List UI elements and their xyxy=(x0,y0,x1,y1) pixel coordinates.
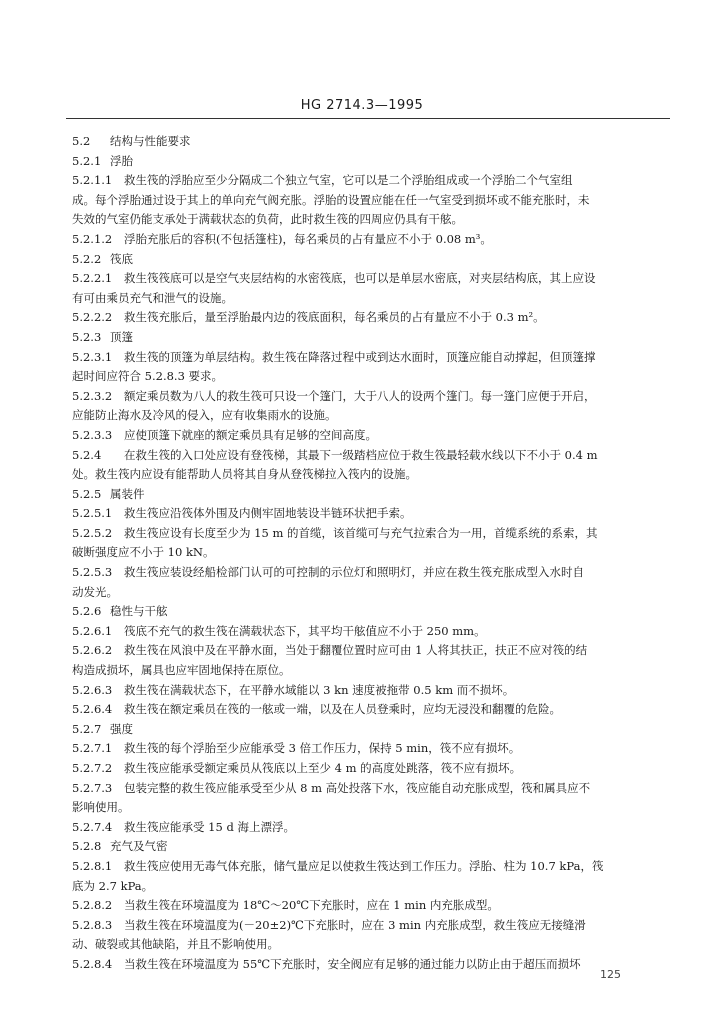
clause-number: 5.2.3.1 xyxy=(72,349,113,364)
document-body xyxy=(72,132,668,975)
clause-paragraph xyxy=(72,818,668,838)
clause-text: 救生筏在额定乘员在筏的一舷或一端，以及在人员登乘时，应均无浸没和翻覆的危险。 xyxy=(124,702,561,717)
clause-number: 5.2.1.1 xyxy=(72,173,113,188)
clause-paragraph xyxy=(72,857,668,877)
clause-text: 浮胎 xyxy=(110,153,133,168)
clause-paragraph xyxy=(72,896,668,916)
clause-number: 5.2.2.1 xyxy=(72,271,113,286)
paragraph-continuation xyxy=(72,406,668,426)
standard-header: HG 2714.3—1995 xyxy=(300,98,424,113)
clause-paragraph xyxy=(72,426,668,446)
clause-text: 属装件 xyxy=(110,486,145,501)
paragraph-continuation xyxy=(72,465,668,485)
paragraph-continuation xyxy=(72,191,668,211)
clause-number: 5.2.3.2 xyxy=(72,388,113,403)
clause-number: 5.2.4 xyxy=(72,447,102,462)
clause-text: 救生筏筏底可以是空气夹层结构的水密筏底，也可以是单层水密底，对夹层结构底，其上应设 xyxy=(124,271,596,286)
clause-text: 稳性与干舷 xyxy=(110,604,168,619)
section-heading xyxy=(72,132,668,152)
clause-paragraph xyxy=(72,446,668,466)
paragraph-continuation xyxy=(72,935,668,955)
clause-text: 筏底 xyxy=(110,251,133,266)
paragraph-continuation xyxy=(72,661,668,681)
clause-paragraph xyxy=(72,622,668,642)
clause-text: 额定乘员数为八人的救生筏可只设一个篷门，大于八人的设两个篷门。每一篷门应便于开启， xyxy=(124,388,596,403)
clause-text: 失效的气室仍能支承处于满载状态的负荷，此时救生筏的四周应仍具有干舷。 xyxy=(72,212,463,227)
clause-paragraph xyxy=(72,308,668,328)
clause-text: 包装完整的救生筏应能承受至少从 8 m 高处投落下水，筏应能自动充胀成型，筏和属具应不 xyxy=(124,780,591,795)
clause-paragraph xyxy=(72,739,668,759)
clause-number: 5.2.6.2 xyxy=(72,643,113,658)
clause-number: 5.2.2.2 xyxy=(72,310,113,325)
clause-text: 处。救生筏内应设有能帮助人员将其自身从登筏梯拉入筏内的设施。 xyxy=(72,467,417,482)
clause-number: 5.2.1 xyxy=(72,153,102,168)
clause-text: 救生筏在满载状态下，在平静水域能以 3 kn 速度被拖带 0.5 km 而不损坏。 xyxy=(124,682,515,697)
paragraph-continuation xyxy=(72,798,668,818)
clause-text: 动发光。 xyxy=(72,584,118,599)
clause-text: 起时间应符合 5.2.8.3 要求。 xyxy=(72,369,224,384)
clause-number: 5.2.5.2 xyxy=(72,525,113,540)
clause-paragraph xyxy=(72,524,668,544)
clause-text: 应能防止海水及冷风的侵入，应有收集雨水的设施。 xyxy=(72,408,337,423)
section-heading xyxy=(72,837,668,857)
clause-number: 5.2.3.3 xyxy=(72,427,113,442)
clause-text: 结构与性能要求 xyxy=(110,134,191,148)
clause-number: 5.2.6 xyxy=(72,604,102,619)
clause-number: 5.2.2 xyxy=(72,251,102,266)
clause-text: 在救生筏的入口处应设有登筏梯，其最下一级踏档应位于救生筏最轻载水线以下不小于 0.4 m xyxy=(124,447,598,462)
clause-text: 救生筏应沿筏体外围及内侧牢固地装设半链环状把手索。 xyxy=(124,506,412,521)
clause-text: 应使顶篷下就座的额定乘员具有足够的空间高度。 xyxy=(124,427,377,442)
clause-number: 5.2.5.3 xyxy=(72,565,113,580)
clause-number: 5.2.5.1 xyxy=(72,506,113,521)
clause-paragraph xyxy=(72,700,668,720)
clause-text: 当救生筏在环境温度为 18℃～20℃下充胀时，应在 1 min 内充胀成型。 xyxy=(124,898,499,913)
clause-number: 5.2 xyxy=(72,134,91,148)
paragraph-continuation xyxy=(72,367,668,387)
section-heading xyxy=(72,328,668,348)
clause-text: 构造成损坏，属具也应牢固地保持在原位。 xyxy=(72,663,291,678)
clause-paragraph xyxy=(72,269,668,289)
clause-text: 救生筏应设有长度至少为 15 m 的首缆，该首缆可与充气拉索合为一用，首缆系统的系索，其 xyxy=(124,525,598,540)
clause-number: 5.2.1.2 xyxy=(72,231,113,246)
clause-paragraph xyxy=(72,171,668,191)
clause-text: 筏底不充气的救生筏在满载状态下，其平均干舷值应不小于 250 mm。 xyxy=(124,623,486,638)
clause-paragraph xyxy=(72,230,668,250)
clause-number: 5.2.8 xyxy=(72,839,102,854)
header-rule xyxy=(66,118,670,119)
clause-paragraph xyxy=(72,641,668,661)
clause-text: 当救生筏在环境温度为 55℃下充胀时，安全阀应有足够的通过能力以防止由于超压而损坏 xyxy=(124,956,581,971)
clause-text: 救生筏应能承受 15 d 海上漂浮。 xyxy=(124,819,295,834)
clause-number: 5.2.7.4 xyxy=(72,819,113,834)
clause-number: 5.2.6.3 xyxy=(72,682,113,697)
clause-number: 5.2.8.4 xyxy=(72,956,113,971)
clause-paragraph xyxy=(72,563,668,583)
paragraph-continuation xyxy=(72,543,668,563)
clause-text: 强度 xyxy=(110,721,133,736)
paragraph-continuation xyxy=(72,877,668,897)
section-heading xyxy=(72,152,668,172)
clause-paragraph xyxy=(72,759,668,779)
clause-paragraph xyxy=(72,681,668,701)
section-heading xyxy=(72,250,668,270)
clause-text: 有可由乘员充气和泄气的设施。 xyxy=(72,290,233,305)
clause-number: 5.2.7.1 xyxy=(72,741,113,756)
clause-text: 影响使用。 xyxy=(72,800,130,815)
clause-number: 5.2.8.1 xyxy=(72,858,113,873)
clause-text: 救生筏在风浪中及在平静水面，当处于翻覆位置时应可由 1 人将其扶正，扶正不应对筏的结 xyxy=(124,643,588,658)
clause-number: 5.2.7.3 xyxy=(72,780,113,795)
clause-paragraph xyxy=(72,504,668,524)
clause-text: 救生筏应能承受额定乘员从筏底以上至少 4 m 的高度处跳落，筏不应有损坏。 xyxy=(124,761,522,775)
clause-paragraph xyxy=(72,348,668,368)
clause-text: 顶篷 xyxy=(110,329,133,344)
clause-text: 底为 2.7 kPa。 xyxy=(72,878,154,893)
clause-text: 救生筏应装设经船检部门认可的可控制的示位灯和照明灯，并应在救生筏充胀成型入水时自 xyxy=(124,565,584,580)
clause-text: 救生筏应使用无毒气体充胀，储气量应足以使救生筏达到工作压力。浮胎、柱为 10.7 kPa，筏 xyxy=(124,858,604,873)
clause-paragraph xyxy=(72,387,668,407)
clause-text: 充气及气密 xyxy=(110,839,168,854)
page-number: 125 xyxy=(600,968,621,981)
section-heading xyxy=(72,602,668,622)
clause-paragraph xyxy=(72,779,668,799)
clause-text: 成。每个浮胎通过设于其上的单向充气阀充胀。浮胎的设置应能在任一气室受到损坏或不能充胀时，未 xyxy=(72,192,590,207)
clause-number: 5.2.7 xyxy=(72,721,102,736)
clause-paragraph xyxy=(72,955,668,975)
paragraph-continuation xyxy=(72,583,668,603)
clause-number: 5.2.7.2 xyxy=(72,761,113,775)
clause-text: 救生筏的浮胎应至少分隔成二个独立气室，它可以是二个浮胎组成或一个浮胎二个气室组 xyxy=(124,173,573,188)
clause-text: 当救生筏在环境温度为(－20±2)℃下充胀时，应在 3 min 内充胀成型，救生筏应无接缝滑 xyxy=(124,917,586,932)
clause-text: 救生筏的顶篷为单层结构。救生筏在降落过程中或到达水面时，顶篷应能自动撑起，但顶篷撑 xyxy=(124,349,596,364)
clause-number: 5.2.6.4 xyxy=(72,702,113,717)
section-heading xyxy=(72,720,668,740)
section-heading xyxy=(72,485,668,505)
clause-text: 救生筏充胀后，量至浮胎最内边的筏底面积，每名乘员的占有量应不小于 0.3 m²。 xyxy=(124,310,545,325)
clause-text: 动、破裂或其他缺陷，并且不影响使用。 xyxy=(72,937,279,952)
clause-text: 浮胎充胀后的容积(不包括篷柱)，每名乘员的占有量应不小于 0.08 m³。 xyxy=(124,231,492,246)
paragraph-continuation xyxy=(72,289,668,309)
clause-text: 破断强度应不小于 10 kN。 xyxy=(72,545,215,560)
paragraph-continuation xyxy=(72,210,668,230)
clause-number: 5.2.3 xyxy=(72,329,102,344)
clause-paragraph xyxy=(72,916,668,936)
clause-number: 5.2.8.2 xyxy=(72,898,113,913)
clause-number: 5.2.5 xyxy=(72,486,102,501)
clause-text: 救生筏的每个浮胎至少应能承受 3 倍工作压力，保持 5 min，筏不应有损坏。 xyxy=(124,741,521,756)
clause-number: 5.2.8.3 xyxy=(72,917,113,932)
clause-number: 5.2.6.1 xyxy=(72,623,113,638)
